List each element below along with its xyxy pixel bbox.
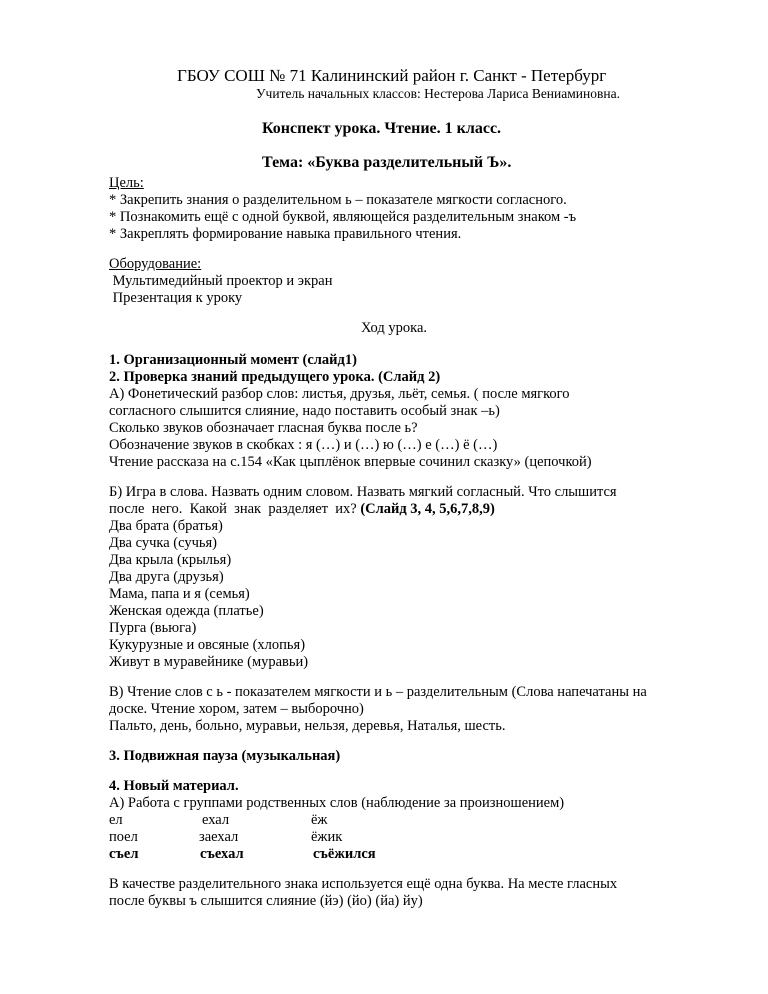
section-2-line: Обозначение звуков в скобках : я (…) и (…) ю (…) е (…) ё (…)	[109, 437, 498, 453]
equipment-item: Презентация к уроку	[109, 290, 243, 306]
teacher-line: Учитель начальных классов: Нестерова Лариса Вениаминовна.	[256, 86, 620, 101]
game-slides: (Слайд 3, 4, 5,6,7,8,9)	[360, 501, 495, 517]
school-header: ГБОУ СОШ № 71 Калининский район г. Санкт - Петербург	[177, 66, 607, 85]
reading-line: Пальто, день, больно, муравьи, нельзя, деревья, Наталья, шесть.	[109, 718, 506, 734]
section-2-line: А) Фонетический разбор слов: листья, друзья, льёт, семья. ( после мягкого	[109, 386, 570, 402]
game-item: Пурга (вьюга)	[109, 620, 197, 636]
section-2-line: согласного слышится слияние, надо поставить особый знак –ь)	[109, 403, 500, 419]
section-2-line: Чтение рассказа на с.154 «Как цыплёнок впервые сочинил сказку» (цепочкой)	[109, 454, 592, 470]
equipment-item: Мультимедийный проектор и экран	[109, 273, 333, 289]
game-item: Два сучка (сучья)	[109, 535, 218, 551]
word-cell: ел	[109, 812, 123, 828]
game-line: Б) Игра в слова. Назвать одним словом. Назвать мягкий согласный. Что слышится	[109, 484, 617, 500]
goal-item: * Закрепить знания о разделительном ь – показателе мягкости согласного.	[109, 192, 567, 208]
game-question: после него. Какой знак разделяет их?	[109, 501, 361, 517]
game-item: Женская одежда (платье)	[109, 603, 264, 619]
goal-item: * Познакомить ещё с одной буквой, являющейся разделительным знаком -ъ	[109, 209, 577, 225]
lesson-title: Конспект урока. Чтение. 1 класс.	[262, 120, 502, 137]
game-item: Два друга (друзья)	[109, 569, 224, 585]
reading-line: В) Чтение слов с ь - показателем мягкости и ь – разделительным (Слова напечатаны на	[109, 684, 647, 700]
reading-line: доске. Чтение хором, затем – выборочно)	[109, 701, 364, 717]
word-cell: поел	[109, 829, 138, 845]
game-item: Два крыла (крылья)	[109, 552, 232, 568]
word-cell: ёж	[311, 812, 328, 828]
equipment-heading: Оборудование:	[109, 256, 202, 272]
word-cell: съёжился	[313, 846, 376, 862]
section-4-heading: 4. Новый материал.	[109, 778, 239, 794]
closing-line: после буквы ъ слышится слияние (йэ) (йо) (йа) йу)	[109, 893, 423, 909]
section-2-heading: 2. Проверка знаний предыдущего урока. (Слайд 2)	[109, 369, 441, 385]
game-line	[109, 501, 495, 518]
goal-heading: Цель:	[109, 175, 144, 191]
section-2-line: Сколько звуков обозначает гласная буква после ь?	[109, 420, 418, 436]
word-cell: ехал	[202, 812, 230, 828]
game-item: Мама, папа и я (семья)	[109, 586, 250, 602]
goal-item: * Закреплять формирование навыка правильного чтения.	[109, 226, 462, 242]
section-4-intro: А) Работа с группами родственных слов (наблюдение за произношением)	[109, 795, 565, 811]
section-1-heading: 1. Организационный момент (слайд1)	[109, 352, 357, 368]
game-item: Два брата (братья)	[109, 518, 223, 534]
closing-line: В качестве разделительного знака используется ещё одна буква. На месте гласных	[109, 876, 618, 892]
word-cell: ёжик	[311, 829, 343, 845]
section-3-heading: 3. Подвижная пауза (музыкальная)	[109, 748, 341, 764]
game-item: Кукурузные и овсяные (хлопья)	[109, 637, 306, 653]
lesson-topic: Тема: «Буква разделительный Ъ».	[262, 154, 512, 171]
word-cell: съехал	[200, 846, 244, 862]
word-cell: съел	[109, 846, 139, 862]
lesson-progress-heading: Ход урока.	[361, 320, 428, 336]
word-cell: заехал	[199, 829, 239, 845]
game-item: Живут в муравейнике (муравьи)	[109, 654, 309, 670]
